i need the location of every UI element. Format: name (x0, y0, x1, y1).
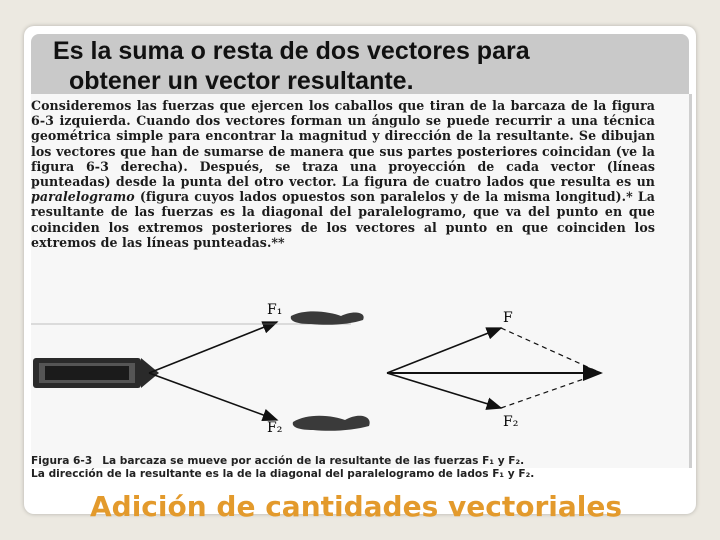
slide-title-line2: obtener un vector resultante. (69, 67, 414, 94)
caption-figure-number: Figura 6-3 (31, 455, 93, 467)
slide-title-line1: Es la suma o resta de dos vectores para (53, 37, 530, 65)
caption-line1: La barcaza se mueve por acción de la resultante de las fuerzas F₁ y F₂. (102, 455, 525, 467)
right-label-f1: F (503, 310, 513, 326)
right-dashed-top (501, 328, 601, 373)
slide-title (53, 36, 683, 94)
figure-6-3 (31, 294, 671, 454)
horse-top-illustration (291, 311, 364, 324)
left-vector-f2 (149, 373, 277, 420)
scan-paragraph-part1: Consideremos las fuerzas que ejercen los caballos que tiran de la barcaza de la figura 6-3 izquierda. Cuando dos vectores forman un ángulo se puede recurrir a una técnica geométrica simple para encontrar la magnitud y dirección de la resultante. Se dibujan los vectores que han de sumarse de manera que sus partes posteriores coincidan (ve la figura 6-3 derecha). Después, se traza una proyección de cada vector (líneas punteadas) desde la punta del otro vector. La figura de cuatro lados que resulta es un (31, 98, 655, 190)
scan-paragraph-italic: paralelogramo (31, 189, 135, 205)
right-vector-f1 (387, 328, 501, 373)
barge-illustration (33, 358, 159, 388)
right-label-f2: F₂ (503, 414, 519, 430)
left-label-f2: F₂ (267, 420, 283, 436)
left-label-f1: F₁ (267, 302, 283, 318)
horse-bottom-illustration (293, 416, 370, 431)
left-vector-f1 (149, 322, 277, 373)
figure-caption (31, 455, 671, 480)
right-dashed-bottom (501, 373, 601, 408)
footer-title: Adición de cantidades vectoriales (90, 490, 623, 523)
caption-line2: La dirección de la resultante es la de la diagonal del paralelogramo de lados F₁ y F₂. (31, 467, 535, 480)
right-vector-f2 (387, 373, 501, 408)
book-scan-image (31, 94, 692, 480)
scan-paragraph-part2: (figura cuyos lados opuestos son paralelos y de la misma longitud).* La resultante de las fuerzas es la diagonal del paralelogramo, que va del punto en que coinciden los extremos posteriores de los vectores al punto en que coinciden los extremos de las líneas punteadas.** (31, 189, 655, 250)
scan-paragraph (31, 98, 655, 250)
